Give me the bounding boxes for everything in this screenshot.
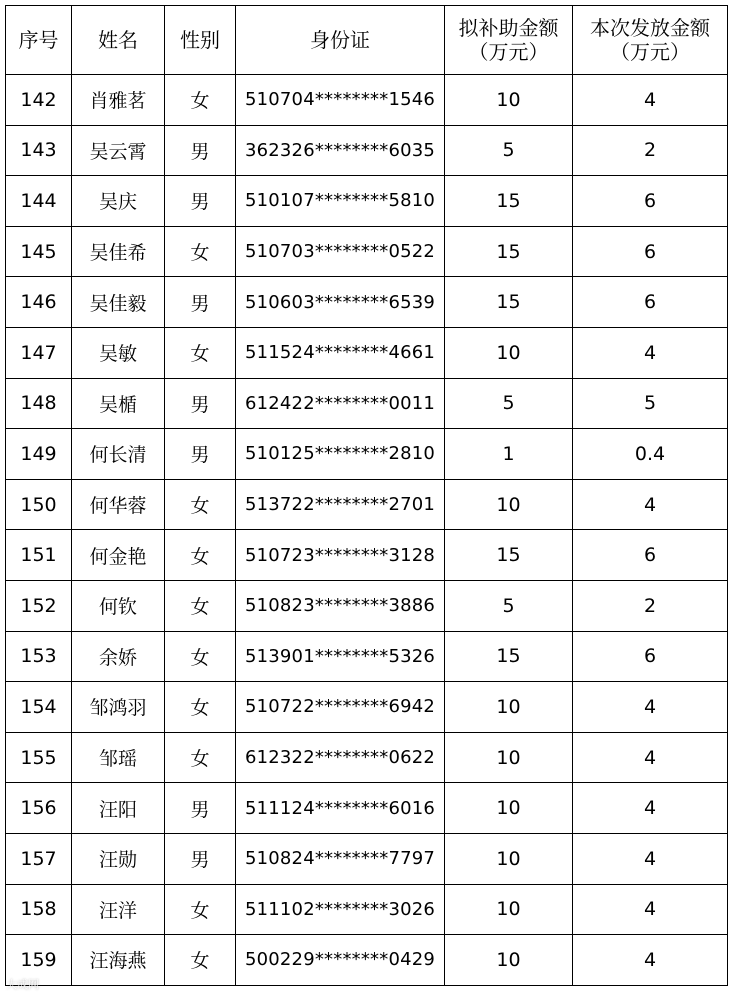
cell-id-card: 511102********3026 (236, 884, 445, 935)
table-row (6, 530, 728, 581)
header-name: 姓名 (72, 6, 165, 75)
cell-proposed-amount: 10 (445, 884, 573, 935)
cell-issued-amount: 4 (573, 935, 728, 986)
cell-name: 汪洋 (72, 884, 165, 935)
cell-proposed-amount: 5 (445, 125, 573, 176)
cell-gender: 男 (165, 429, 236, 480)
cell-gender: 女 (165, 530, 236, 581)
cell-seq: 147 (6, 327, 72, 378)
cell-issued-amount: 4 (573, 783, 728, 834)
cell-issued-amount: 6 (573, 277, 728, 328)
cell-issued-amount: 4 (573, 682, 728, 733)
header-proposed-line2: （万元） (468, 40, 549, 64)
header-id-card: 身份证 (236, 6, 445, 75)
cell-id-card: 510703********0522 (236, 226, 445, 277)
table-row (6, 226, 728, 277)
cell-issued-amount: 4 (573, 732, 728, 783)
header-issued-line1: 本次发放金额 (590, 16, 710, 40)
cell-seq: 154 (6, 682, 72, 733)
cell-seq: 156 (6, 783, 72, 834)
cell-proposed-amount: 10 (445, 75, 573, 126)
cell-gender: 女 (165, 631, 236, 682)
cell-seq: 157 (6, 833, 72, 884)
cell-gender: 女 (165, 732, 236, 783)
cell-id-card: 511124********6016 (236, 783, 445, 834)
cell-proposed-amount: 15 (445, 226, 573, 277)
table-row (6, 732, 728, 783)
table-row (6, 327, 728, 378)
cell-seq: 142 (6, 75, 72, 126)
cell-proposed-amount: 1 (445, 429, 573, 480)
cell-name: 邹鸿羽 (72, 682, 165, 733)
cell-gender: 男 (165, 783, 236, 834)
cell-gender: 女 (165, 327, 236, 378)
cell-issued-amount: 4 (573, 833, 728, 884)
cell-issued-amount: 6 (573, 631, 728, 682)
cell-proposed-amount: 15 (445, 631, 573, 682)
table-row (6, 176, 728, 227)
cell-gender: 男 (165, 176, 236, 227)
cell-issued-amount: 2 (573, 580, 728, 631)
cell-gender: 女 (165, 226, 236, 277)
table-row (6, 884, 728, 935)
table-row (6, 935, 728, 986)
table-header (6, 6, 728, 75)
cell-seq: 152 (6, 580, 72, 631)
cell-id-card: 510722********6942 (236, 682, 445, 733)
cell-name: 吴庆 (72, 176, 165, 227)
cell-id-card: 510603********6539 (236, 277, 445, 328)
cell-issued-amount: 5 (573, 378, 728, 429)
cell-id-card: 612422********0011 (236, 378, 445, 429)
cell-gender: 女 (165, 682, 236, 733)
cell-seq: 143 (6, 125, 72, 176)
cell-issued-amount: 6 (573, 530, 728, 581)
cell-seq: 150 (6, 479, 72, 530)
table-row (6, 75, 728, 126)
cell-id-card: 510107********5810 (236, 176, 445, 227)
cell-name: 吴敏 (72, 327, 165, 378)
cell-name: 吴佳希 (72, 226, 165, 277)
cell-id-card: 510704********1546 (236, 75, 445, 126)
header-seq: 序号 (6, 6, 72, 75)
cell-issued-amount: 4 (573, 884, 728, 935)
table-row (6, 378, 728, 429)
cell-gender: 男 (165, 277, 236, 328)
header-row (6, 6, 728, 75)
cell-seq: 159 (6, 935, 72, 986)
cell-proposed-amount: 10 (445, 783, 573, 834)
cell-seq: 145 (6, 226, 72, 277)
cell-seq: 151 (6, 530, 72, 581)
cell-gender: 女 (165, 479, 236, 530)
cell-gender: 男 (165, 833, 236, 884)
cell-proposed-amount: 15 (445, 530, 573, 581)
cell-name: 何华蓉 (72, 479, 165, 530)
table-row (6, 783, 728, 834)
cell-id-card: 513722********2701 (236, 479, 445, 530)
table-body (6, 75, 728, 986)
cell-issued-amount: 0.4 (573, 429, 728, 480)
cell-issued-amount: 4 (573, 75, 728, 126)
cell-name: 吴云霄 (72, 125, 165, 176)
table-row (6, 429, 728, 480)
cell-issued-amount: 6 (573, 176, 728, 227)
cell-issued-amount: 4 (573, 479, 728, 530)
cell-proposed-amount: 5 (445, 580, 573, 631)
cell-proposed-amount: 15 (445, 277, 573, 328)
cell-name: 何钦 (72, 580, 165, 631)
cell-name: 肖雅茗 (72, 75, 165, 126)
cell-name: 邹瑶 (72, 732, 165, 783)
cell-gender: 女 (165, 75, 236, 126)
cell-id-card: 510824********7797 (236, 833, 445, 884)
header-issued-line2: （万元） (610, 40, 690, 64)
cell-seq: 158 (6, 884, 72, 935)
cell-name: 汪勋 (72, 833, 165, 884)
subsidy-table (5, 5, 728, 986)
header-proposed-amount (445, 6, 573, 75)
cell-issued-amount: 6 (573, 226, 728, 277)
cell-proposed-amount: 10 (445, 833, 573, 884)
cell-proposed-amount: 10 (445, 479, 573, 530)
table-row (6, 580, 728, 631)
cell-proposed-amount: 10 (445, 327, 573, 378)
cell-gender: 女 (165, 935, 236, 986)
cell-name: 余娇 (72, 631, 165, 682)
cell-gender: 男 (165, 378, 236, 429)
cell-seq: 144 (6, 176, 72, 227)
table-row (6, 833, 728, 884)
cell-name: 汪阳 (72, 783, 165, 834)
table-row (6, 682, 728, 733)
cell-name: 吴佳毅 (72, 277, 165, 328)
header-gender: 性别 (165, 6, 236, 75)
table-row (6, 277, 728, 328)
cell-seq: 149 (6, 429, 72, 480)
cell-proposed-amount: 10 (445, 732, 573, 783)
cell-gender: 女 (165, 580, 236, 631)
cell-id-card: 511524********4661 (236, 327, 445, 378)
cell-id-card: 500229********0429 (236, 935, 445, 986)
cell-gender: 女 (165, 884, 236, 935)
header-issued-amount (573, 6, 728, 75)
watermark: 大成网 (6, 978, 39, 991)
cell-seq: 148 (6, 378, 72, 429)
cell-proposed-amount: 15 (445, 176, 573, 227)
cell-name: 何长清 (72, 429, 165, 480)
table-row (6, 631, 728, 682)
cell-name: 汪海燕 (72, 935, 165, 986)
cell-id-card: 612322********0622 (236, 732, 445, 783)
cell-id-card: 510823********3886 (236, 580, 445, 631)
cell-proposed-amount: 5 (445, 378, 573, 429)
cell-issued-amount: 4 (573, 327, 728, 378)
table-row (6, 479, 728, 530)
header-proposed-line1: 拟补助金额 (458, 16, 559, 40)
cell-name: 吴楯 (72, 378, 165, 429)
cell-gender: 男 (165, 125, 236, 176)
cell-seq: 153 (6, 631, 72, 682)
cell-seq: 146 (6, 277, 72, 328)
cell-id-card: 510125********2810 (236, 429, 445, 480)
table-row (6, 125, 728, 176)
cell-id-card: 513901********5326 (236, 631, 445, 682)
cell-id-card: 510723********3128 (236, 530, 445, 581)
cell-seq: 155 (6, 732, 72, 783)
cell-name: 何金艳 (72, 530, 165, 581)
cell-id-card: 362326********6035 (236, 125, 445, 176)
cell-issued-amount: 2 (573, 125, 728, 176)
cell-proposed-amount: 10 (445, 682, 573, 733)
cell-proposed-amount: 10 (445, 935, 573, 986)
